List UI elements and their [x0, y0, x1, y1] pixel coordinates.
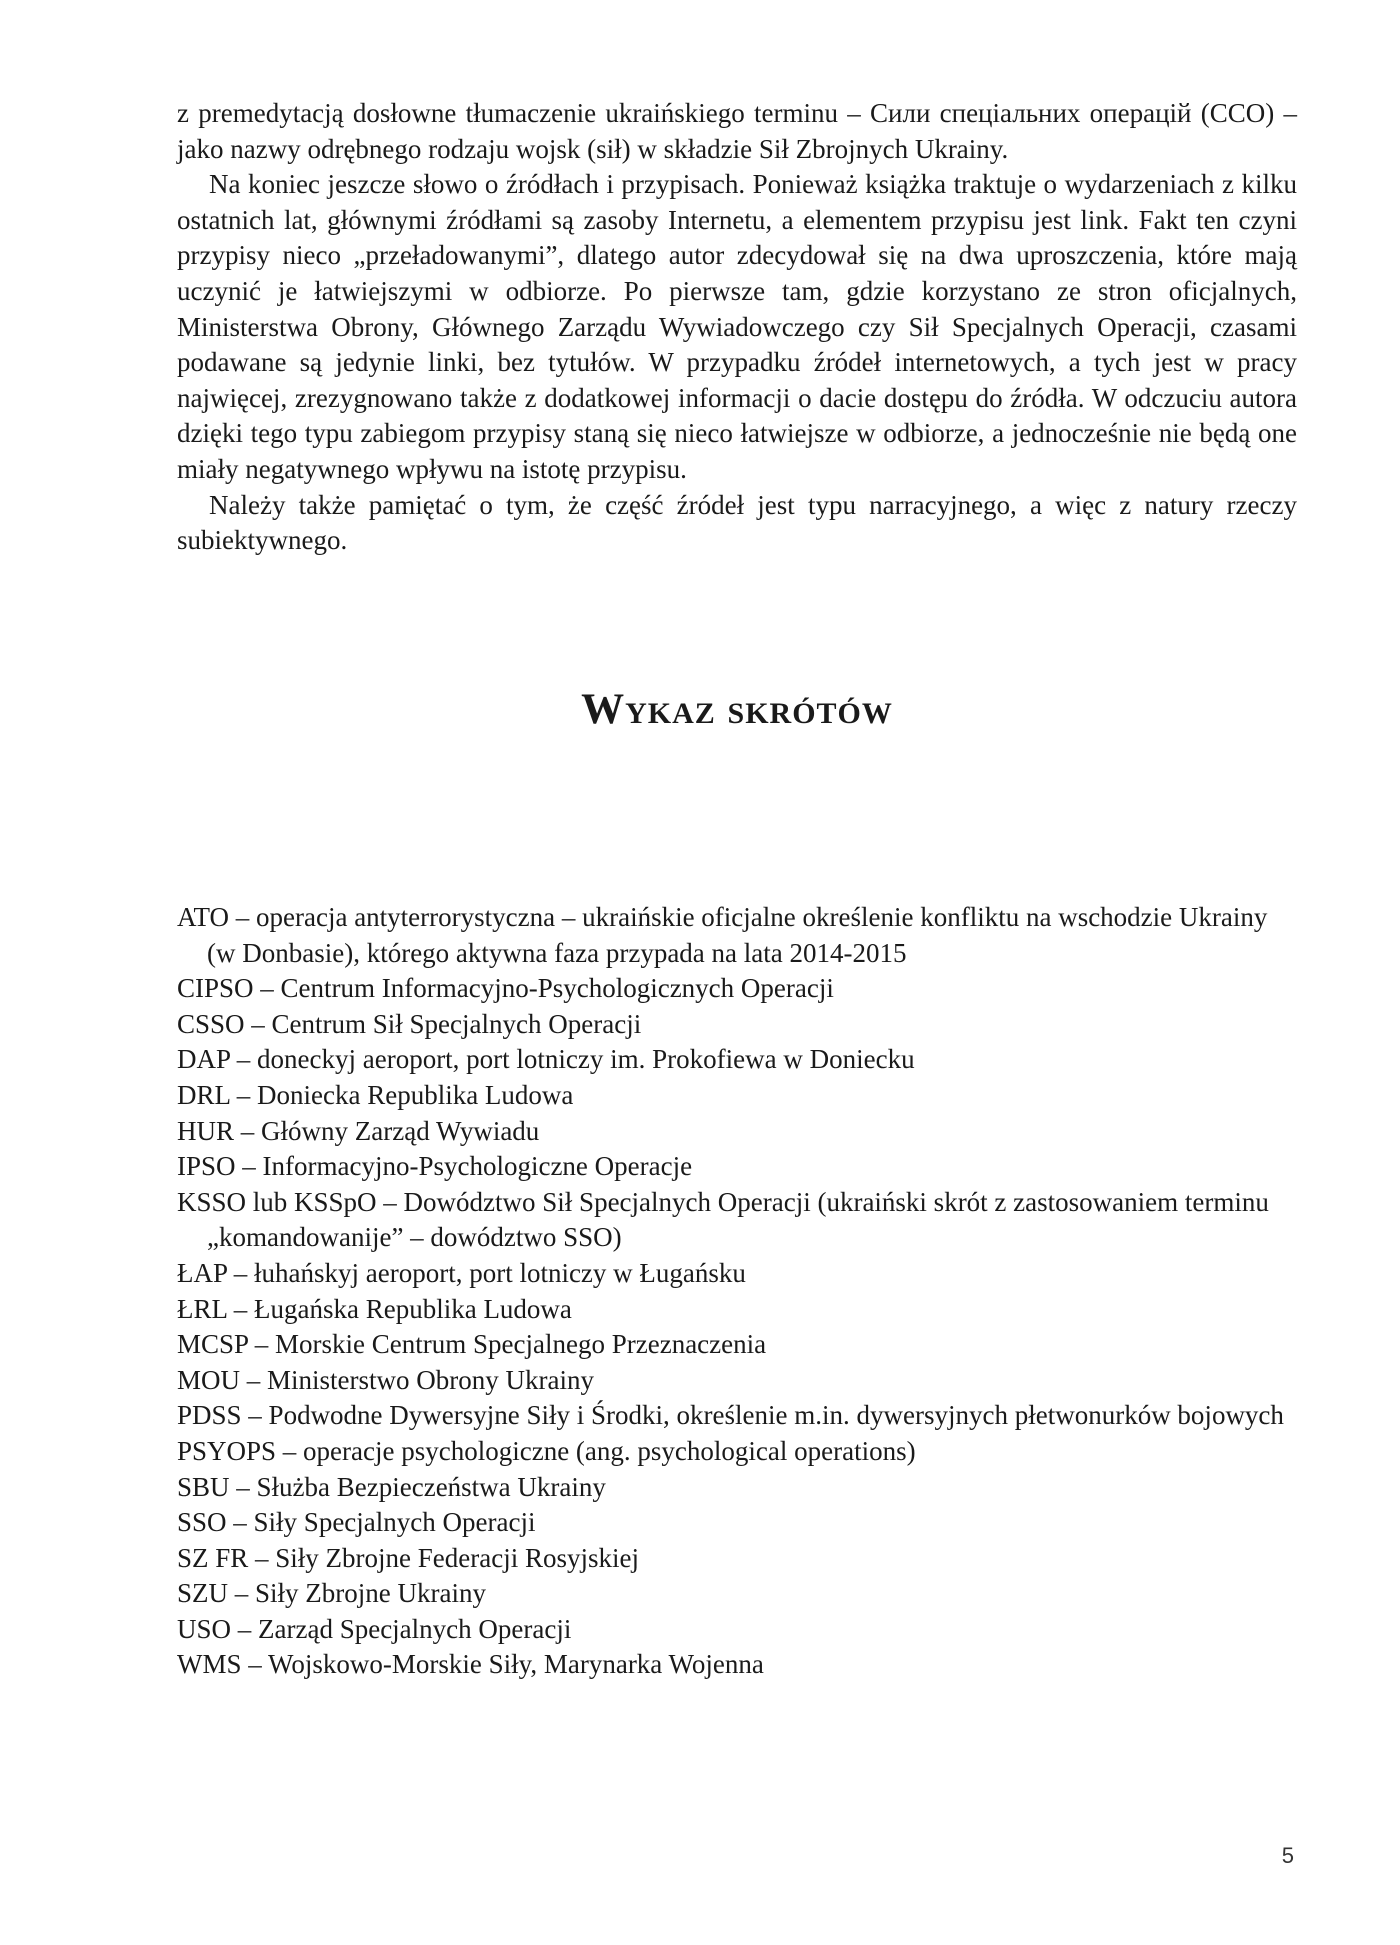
page-content — [177, 96, 1297, 1680]
abbreviation-entry: CIPSO – Centrum Informacyjno-Psychologicznych Operacji — [177, 973, 834, 1004]
body-paragraph: z premedytacją dosłowne tłumaczenie ukraińskiego terminu – Сили спеціальних операцій (ССО) – jako nazwy odrębnego rodzaju wojsk (sił) w składzie Sił Zbrojnych Ukrainy. — [177, 98, 1297, 164]
body-paragraph: Na koniec jeszcze słowo o źródłach i przypisach. Ponieważ książka traktuje o wydarzeniach z kilku ostatnich lat, głównymi źródłami są zasoby Internetu, a elementem przypisu jest link. Fakt ten czyni przypisy nieco „przeładowanymi”, dlatego autor zdecydował się na dwa uproszczenia, które mają uczynić je łatwiejszymi w odbiorze. Po pierwsze tam, gdzie korzystano ze stron oficjalnych, Ministerstwa Obrony, Głównego Zarządu Wywiadowczego czy Sił Specjalnych Operacji, czasami podawane są jedynie linki, bez tytułów. W przypadku źródeł internetowych, a tych jest w pracy najwięcej, zrezygnowano także z dodatkowej informacji o dacie dostępu do źródła. W odczuciu autora dzięki tego typu zabiegom przypisy staną się nieco łatwiejsze w odbiorze, a jednocześnie nie będą one miały negatywnego wpływu na istotę przypisu. — [177, 169, 1297, 484]
abbreviation-entry: MOU – Ministerstwo Obrony Ukrainy — [177, 1364, 594, 1395]
abbreviation-entry: USO – Zarząd Specjalnych Operacji — [177, 1613, 572, 1644]
abbreviation-entry: ŁRL – Ługańska Republika Ludowa — [177, 1293, 572, 1324]
abbreviation-entry: DAP – doneckyj aeroport, port lotniczy im. Prokofiewa w Doniecku — [177, 1044, 915, 1075]
abbreviation-list — [177, 900, 1297, 1683]
section-heading: Wykaz skrótów — [581, 685, 893, 733]
abbreviation-entry: ŁAP – łuhańskyj aeroport, port lotniczy w Ługańsku — [177, 1257, 746, 1288]
body-paragraph: Należy także pamiętać o tym, że część źródeł jest typu narracyjnego, a więc z natury rzeczy subiektywnego. — [177, 489, 1297, 556]
abbreviation-entry: SSO – Siły Specjalnych Operacji — [177, 1507, 536, 1538]
abbreviation-entry: PDSS – Podwodne Dywersyjne Siły i Środki, określenie m.in. dywersyjnych płetwonurków bojowych — [177, 1400, 1284, 1431]
page-number: 5 — [1281, 1843, 1294, 1868]
abbreviation-entry: SBU – Służba Bezpieczeństwa Ukrainy — [177, 1471, 606, 1502]
abbreviation-entry: PSYOPS – operacje psychologiczne (ang. psychological operations) — [177, 1435, 916, 1466]
abbreviation-entry: WMS – Wojskowo-Morskie Siły, Marynarka Wojenna — [177, 1649, 764, 1680]
abbreviation-entry: SZ FR – Siły Zbrojne Federacji Rosyjskiej — [177, 1542, 639, 1573]
abbreviation-entry: DRL – Doniecka Republika Ludowa — [177, 1079, 574, 1110]
abbreviation-entry: KSSO lub KSSpO – Dowództwo Sił Specjalnych Operacji (ukraiński skrót z zastosowaniem terminu „komandowanije” – dowództwo SSO) — [177, 1186, 1269, 1253]
abbreviation-entry: MCSP – Morskie Centrum Specjalnego Przeznaczenia — [177, 1329, 767, 1360]
abbreviation-entry: HUR – Główny Zarząd Wywiadu — [177, 1115, 540, 1146]
abbreviation-entry: SZU – Siły Zbrojne Ukrainy — [177, 1578, 486, 1609]
abbreviation-entry: CSSO – Centrum Sił Specjalnych Operacji — [177, 1008, 642, 1039]
abbreviation-entry: IPSO – Informacyjno-Psychologiczne Operacje — [177, 1151, 693, 1182]
abbreviation-entry: ATO – operacja antyterrorystyczna – ukraińskie oficjalne określenie konfliktu na wschodzie Ukrainy (w Donbasie), którego aktywna faza przypada na lata 2014-2015 — [177, 902, 1268, 968]
